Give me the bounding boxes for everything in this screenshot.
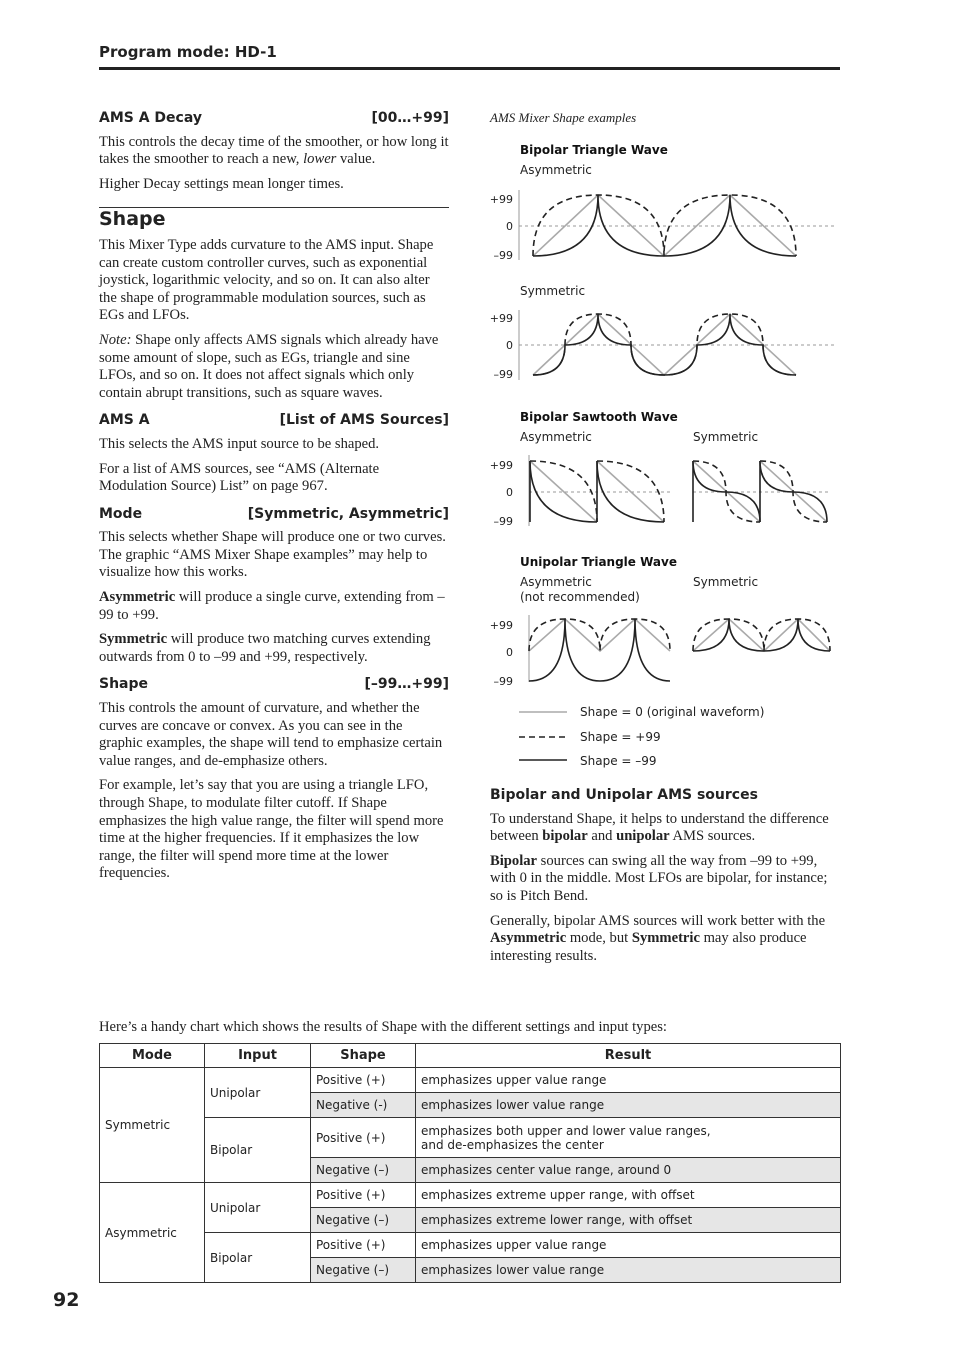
cell-result: emphasizes lower value range bbox=[416, 1258, 841, 1283]
shape-results-table bbox=[99, 1043, 841, 1283]
plot-unipolar-triangle-asymmetric bbox=[529, 615, 670, 682]
cell-result: emphasizes extreme lower range, with offset bbox=[416, 1208, 841, 1233]
right-p2: Bipolar sources can swing all the way from –99 to +99, with 0 in the middle. Most LFOs are bipolar, for instance; so is Pitch Bend. bbox=[490, 852, 828, 904]
shape-intro: This Mixer Type adds curvature to the AMS input. Shape can create custom controller curves, such as exponential joystick, logarithmic velocity, and so on. It can also alter the shape of programmable modulation sources, such as EGs and LFOs. bbox=[99, 236, 434, 324]
bipolar-unipolar-heading: Bipolar and Unipolar AMS sources bbox=[490, 787, 758, 803]
y-label-mid: 0 bbox=[506, 220, 513, 233]
ams-decay-note: Higher Decay settings mean longer times. bbox=[99, 175, 344, 192]
label-not-recommended: (not recommended) bbox=[520, 590, 640, 604]
figure-caption: AMS Mixer Shape examples bbox=[490, 110, 637, 125]
col-header: Shape bbox=[311, 1044, 416, 1068]
param-mode bbox=[99, 506, 449, 524]
shape-desc: This controls the amount of curvature, and whether the curves are concave or convex. As you can see in the graphic examples, the shape will tend to emphasize certain value ranges, and de-emphasize others. bbox=[99, 700, 443, 769]
param-name: Mode bbox=[99, 505, 143, 522]
cell-result: emphasizes both upper and lower value ranges, and de-emphasizes the center bbox=[416, 1118, 841, 1158]
plot-bipolar-triangle-symmetric bbox=[519, 310, 837, 380]
param-ams-a bbox=[99, 412, 449, 430]
cell-mode: Symmetric bbox=[100, 1068, 205, 1183]
cell-input: Bipolar bbox=[205, 1118, 311, 1183]
label-asymmetric: Asymmetric bbox=[520, 163, 592, 177]
cell-result: emphasizes upper value range bbox=[416, 1233, 841, 1258]
mode-asymmetric: Asymmetric will produce a single curve, extending from –99 to +99. bbox=[99, 589, 445, 623]
param-range: [List of AMS Sources] bbox=[279, 412, 449, 429]
figure-legend bbox=[519, 705, 764, 768]
label-symmetric: Symmetric bbox=[520, 284, 586, 298]
y-label-top: +99 bbox=[489, 619, 513, 632]
header-rule bbox=[99, 67, 840, 70]
chart-intro: Here’s a handy chart which shows the results of Shape with the different settings and input types: bbox=[99, 1019, 667, 1035]
y-label-bottom: –99 bbox=[493, 368, 513, 381]
left-column bbox=[99, 110, 449, 890]
plot-bipolar-triangle-asymmetric bbox=[519, 190, 837, 260]
y-label-mid: 0 bbox=[506, 646, 513, 659]
cell-result: emphasizes extreme upper range, with offset bbox=[416, 1183, 841, 1208]
legend-minus: Shape = –99 bbox=[580, 754, 657, 768]
ams-decay-desc: This controls the decay time of the smoother, or how long it takes the smoother to reach a new, lower value. bbox=[99, 133, 449, 168]
cell-shape: Negative (–) bbox=[311, 1208, 416, 1233]
page-number: 92 bbox=[53, 1289, 80, 1311]
cell-result: emphasizes center value range, around 0 bbox=[416, 1158, 841, 1183]
table-header-row bbox=[100, 1044, 841, 1068]
cell-result: emphasizes lower value range bbox=[416, 1093, 841, 1118]
plot-unipolar-triangle-symmetric bbox=[693, 619, 830, 651]
label-asymmetric: Asymmetric bbox=[520, 575, 592, 589]
param-range: [Symmetric, Asymmetric] bbox=[247, 505, 449, 522]
plot-bipolar-sawtooth-symmetric bbox=[693, 461, 830, 522]
param-shape bbox=[99, 676, 449, 694]
y-label-bottom: –99 bbox=[493, 515, 513, 528]
cell-shape: Negative (–) bbox=[311, 1258, 416, 1283]
col-header: Result bbox=[416, 1044, 841, 1068]
param-name: Shape bbox=[99, 676, 149, 693]
y-label-mid: 0 bbox=[506, 486, 513, 499]
y-label-bottom: –99 bbox=[493, 675, 513, 688]
mode-desc: This selects whether Shape will produce one or two curves. The graphic “AMS Mixer Shape examples” may help to visualize how this works. bbox=[99, 529, 446, 581]
y-label-top: +99 bbox=[489, 459, 513, 472]
label-symmetric: Symmetric bbox=[693, 575, 759, 589]
cell-input: Unipolar bbox=[205, 1068, 311, 1118]
label-unipolar-triangle: Unipolar Triangle Wave bbox=[520, 555, 677, 569]
legend-original: Shape = 0 (original waveform) bbox=[580, 705, 765, 719]
plot-bipolar-sawtooth-asymmetric bbox=[529, 455, 670, 526]
table-row bbox=[100, 1118, 841, 1158]
running-header: Program mode: HD-1 bbox=[99, 43, 277, 61]
label-bipolar-sawtooth: Bipolar Sawtooth Wave bbox=[520, 410, 678, 424]
cell-result: emphasizes upper value range bbox=[416, 1068, 841, 1093]
cell-shape: Negative (-) bbox=[311, 1093, 416, 1118]
ams-a-desc: This selects the AMS input source to be shaped. bbox=[99, 435, 380, 452]
y-label-top: +99 bbox=[489, 193, 513, 206]
param-range: [00…+99] bbox=[371, 110, 449, 126]
param-name: AMS A bbox=[99, 412, 150, 429]
col-header: Mode bbox=[100, 1044, 205, 1068]
table-row bbox=[100, 1233, 841, 1258]
y-label-bottom: –99 bbox=[493, 249, 513, 262]
label-bipolar-triangle: Bipolar Triangle Wave bbox=[520, 143, 668, 157]
cell-mode: Asymmetric bbox=[100, 1183, 205, 1283]
cell-shape: Negative (–) bbox=[311, 1158, 416, 1183]
ams-a-ref: For a list of AMS sources, see “AMS (Alternate Modulation Source) List” on page 967. bbox=[99, 460, 380, 495]
cell-input: Unipolar bbox=[205, 1183, 311, 1233]
col-header: Input bbox=[205, 1044, 311, 1068]
param-ams-decay bbox=[99, 110, 449, 128]
cell-shape: Positive (+) bbox=[311, 1233, 416, 1258]
table-row bbox=[100, 1068, 841, 1093]
label-asymmetric: Asymmetric bbox=[520, 430, 592, 444]
right-p3: Generally, bipolar AMS sources will work better with the Asymmetric mode, but Symmetric may also produce interesting results. bbox=[490, 912, 826, 964]
y-label-mid: 0 bbox=[506, 339, 513, 352]
legend-plus: Shape = +99 bbox=[580, 730, 661, 744]
cell-shape: Positive (+) bbox=[311, 1068, 416, 1093]
shape-note: Note: Shape only affects AMS signals which already have some amount of slope, such as EGs, triangle and sine LFOs, and so on. It does not affect signals which only contain abrupt transitions, such as square waves. bbox=[99, 331, 439, 401]
label-symmetric: Symmetric bbox=[693, 430, 759, 444]
param-range: [–99…+99] bbox=[364, 676, 449, 693]
param-name: AMS A Decay bbox=[99, 110, 202, 126]
table-row bbox=[100, 1183, 841, 1208]
right-p1: To understand Shape, it helps to understand the difference between bipolar and unipolar AMS sources. bbox=[490, 810, 829, 845]
section-heading-shape: Shape bbox=[99, 208, 166, 231]
cell-input: Bipolar bbox=[205, 1233, 311, 1283]
cell-shape: Positive (+) bbox=[311, 1118, 416, 1158]
mode-symmetric: Symmetric will produce two matching curves extending outwards from 0 to –99 and +99, respectively. bbox=[99, 631, 431, 665]
y-label-top: +99 bbox=[489, 312, 513, 325]
right-column bbox=[490, 787, 842, 972]
cell-shape: Positive (+) bbox=[311, 1183, 416, 1208]
shape-example: For example, let’s say that you are using a triangle LFO, through Shape, to modulate filter cutoff. If Shape emphasizes the high value range, the filter will spend more time at the higher frequencies. If it emphasizes the low range, the filter will spend more time at the lower frequencies. bbox=[99, 777, 444, 882]
shape-examples-figure bbox=[480, 130, 860, 780]
